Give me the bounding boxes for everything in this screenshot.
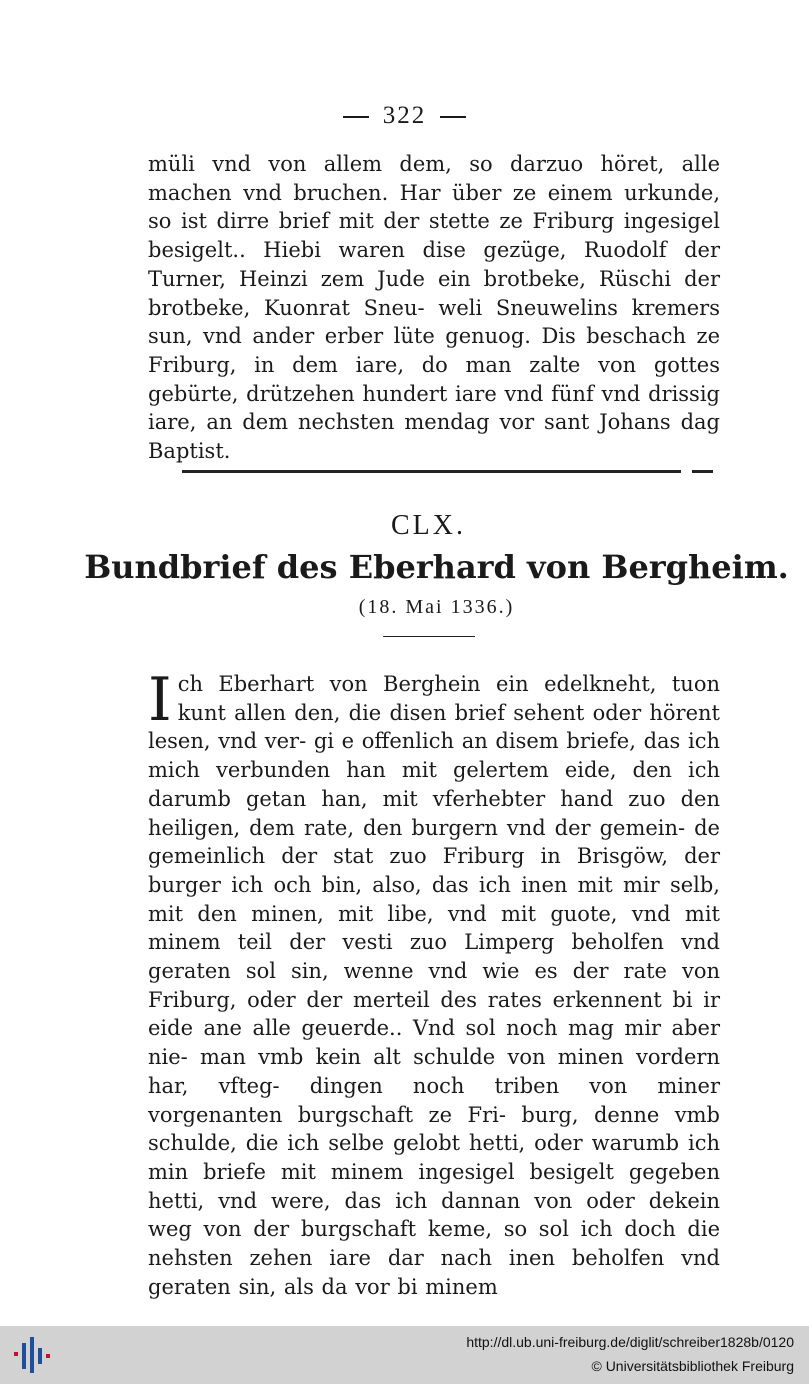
drop-cap-initial: I: [148, 665, 172, 735]
page-number: [0, 102, 809, 130]
page-number-dash-left: [343, 116, 369, 118]
document-numeral: CLX.: [391, 510, 466, 541]
page-number-dash-right: [440, 116, 466, 118]
ub-freiburg-logo-icon[interactable]: [10, 1335, 54, 1375]
document-title: Bundbrief des Eberhard von Bergheim.: [84, 548, 789, 586]
viewer-footer: [0, 1326, 809, 1384]
section-divider: [182, 470, 713, 473]
charter-text: ch Eberhart von Berghein ein edelkneht, tuon kunt allen den, die disen brief sehent oder hörent lesen, vnd ver- gi e offenlich an disem briefe, das ich mich verbunden han mit gelertem eide, den ich darumb getan han, mit vferhebter hand zuo den heiligen, dem rate, den burgern vnd der gemein- de gemeinlich der stat zuo Friburg in Brisgöw, der burger ich och bin, also, das ich inen mit mir selb, mit den minen, mit libe, vnd mit guote, vnd mit minem teil der vesti zuo Limperg beholfen vnd geraten sol sin, wenne vnd wie es der rate von Friburg, oder der merteil des rates erkennent bi ir eide ane alle geuerde.. Vnd sol noch mag mir aber nie- man vmb kein alt schulde von minen vordern har, vfteg- dingen noch triben von miner vorgenanten burgschaft ze Fri- burg, denne vmb schulde, die ich selbe gelobt hetti, oder warumb ich min briefe mit minem ingesigel besigelt gegeben hetti, vnd were, das ich dannan von oder dekein weg von der burgschaft keme, so sol ich doch die nehsten zehen iare dar nach inen beholfen vnd geraten sin, als da vor bi minem: [148, 672, 720, 1299]
copyright-notice: © Universitätsbibliothek Freiburg: [591, 1358, 794, 1374]
charter-paragraph: [148, 665, 720, 1301]
permalink-url[interactable]: [466, 1334, 794, 1350]
title-underline: [383, 636, 475, 637]
document-date: (18. Mai 1336.): [358, 596, 515, 618]
permalink-link[interactable]: http://dl.ub.uni-freiburg.de/diglit/schreiber1828b/0120: [466, 1334, 794, 1350]
page-number-text: 322: [382, 102, 427, 129]
continued-paragraph: müli vnd von allem dem, so darzuo höret, alle machen vnd bruchen. Har über ze einem urkunde, so ist dirre brief mit der stette ze Friburg ingesigel besigelt.. Hiebi waren dise gezüge, Ruodolf der Turner, Heinzi zem Jude ein brotbeke, Rüschi der brotbeke, Kuonrat Sneu- weli Sneuwelins kremers sun, vnd ander erber lüte genuog. Dis beschach ze Friburg, in dem iare, do man zalte von gottes gebürte, drützehen hundert iare vnd fünf vnd drissig iare, an dem nechsten mendag vor sant Johans dag Baptist.: [148, 152, 720, 464]
